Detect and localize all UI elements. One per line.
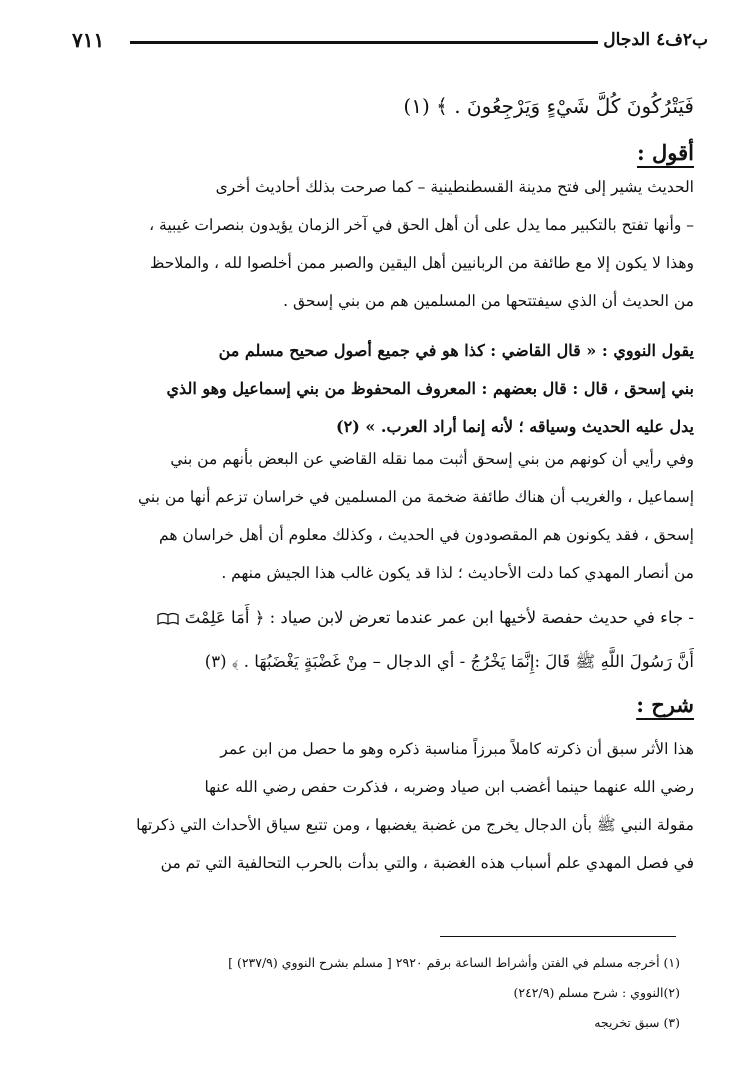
text-line: وفي رأيي أن كونهم من بني إسحق أثبت مما نقله القاضي عن البعض بأنهم من بني bbox=[170, 450, 694, 468]
footnote-separator bbox=[440, 936, 676, 937]
header-rule bbox=[130, 41, 598, 44]
text-line: وهذا لا يكون إلا مع طائفة من الربانيين أهل اليقين والصبر ممن أخلصوا لله ، والملاحظ bbox=[150, 254, 694, 272]
heading-aqool: أقول : bbox=[636, 140, 694, 165]
open-book-icon bbox=[157, 612, 179, 626]
text-line: أَنَّ رَسُولَ اللَّهِ ﷺ قَالَ :إِنَّمَا يَخْرُجُ - أي الدجال – مِنْ غَضْبَةٍ يَغْضَبُهَا . ﴾ (٣) bbox=[204, 652, 694, 671]
text-line: يدل عليه الحديث وسياقه ؛ لأنه إنما أراد العرب. » (٢) bbox=[336, 417, 694, 436]
text-line: الحديث يشير إلى فتح مدينة القسطنطينية – كما صرحت بذلك أحاديث أخرى bbox=[215, 178, 694, 196]
text-line: من الحديث أن الذي سيفتتحها من المسلمين هم من بني إسحق . bbox=[283, 292, 694, 310]
paragraph-explanation bbox=[64, 730, 694, 882]
paragraph-opinion bbox=[64, 440, 694, 592]
text-line: بني إسحق ، قال : قال بعضهم : المعروف المحفوظ من بني إسماعيل وهو الذي bbox=[166, 379, 694, 398]
footnotes bbox=[60, 948, 680, 1038]
verse-line: فَيَتْرُكُونَ كُلَّ شَيْءٍ وَيَرْجِعُونَ . ﴾ (١) bbox=[403, 94, 694, 118]
text-line: مقولة النبي ﷺ بأن الدجال يخرج من غضبة يغضبها ، ومن تتبع سياق الأحداث التي ذكرتها bbox=[136, 816, 694, 834]
quran-verse-ending bbox=[64, 86, 694, 126]
footnote-3: (٣) سبق تخريجه bbox=[594, 1015, 680, 1030]
paragraph-commentary bbox=[64, 168, 694, 320]
text-line: - جاء في حديث حفصة لأخيها ابن عمر عندما تعرض لابن صياد : ﴿ أَمَا عَلِمْتَ bbox=[64, 596, 694, 640]
footnote-1: (١) أخرجه مسلم في الفتن وأشراط الساعة برقم ٢٩٢٠ [ مسلم بشرح النووي (٢٣٧/٩) ] bbox=[228, 955, 680, 970]
footnote-2: (٢)النووي : شرح مسلم (٢٤٢/٩) bbox=[513, 985, 680, 1000]
text-line: إسحق ، فقد يكونون هم المقصودون في الحديث ، وكذلك معلوم أن أهل خراسان هم bbox=[159, 526, 694, 544]
text-line: من أنصار المهدي كما دلت الأحاديث ؛ لذا قد يكون غالب هذا الجيش منهم . bbox=[221, 564, 694, 582]
heading-sharh: شرح : bbox=[636, 692, 694, 717]
text-line: إسماعيل ، والغريب أن هناك طائفة ضخمة من المسلمين في خراسان تزعم أنها من بني bbox=[138, 488, 694, 506]
paragraph-nawawi-quote bbox=[64, 332, 694, 446]
text-line: هذا الأثر سبق أن ذكرته كاملاً مبرزاً مناسبة ذكره وهو ما حصل من ابن عمر bbox=[220, 740, 694, 758]
text-line: – وأنها تفتح بالتكبير مما يدل على أن أهل الحق في آخر الزمان يؤيدون بنصرات غيبية ، bbox=[149, 216, 694, 234]
paragraph-hafsa-hadith bbox=[64, 596, 694, 684]
text-line: رضي الله عنهما حينما أغضب ابن صياد وضربه ، فذكرت حفص رضي الله عنها bbox=[204, 778, 694, 796]
running-header-title: ب٢ف٤ الدجال bbox=[603, 30, 708, 50]
text-line: يقول النووي : « قال القاضي : كذا هو في جميع أصول صحيح مسلم من bbox=[218, 341, 694, 360]
text-line: في فصل المهدي علم أسباب هذه الغضبة ، والتي بدأت بالحرب التحالفية التي تم من bbox=[160, 854, 694, 872]
page-number: ٧١١ bbox=[72, 28, 105, 52]
